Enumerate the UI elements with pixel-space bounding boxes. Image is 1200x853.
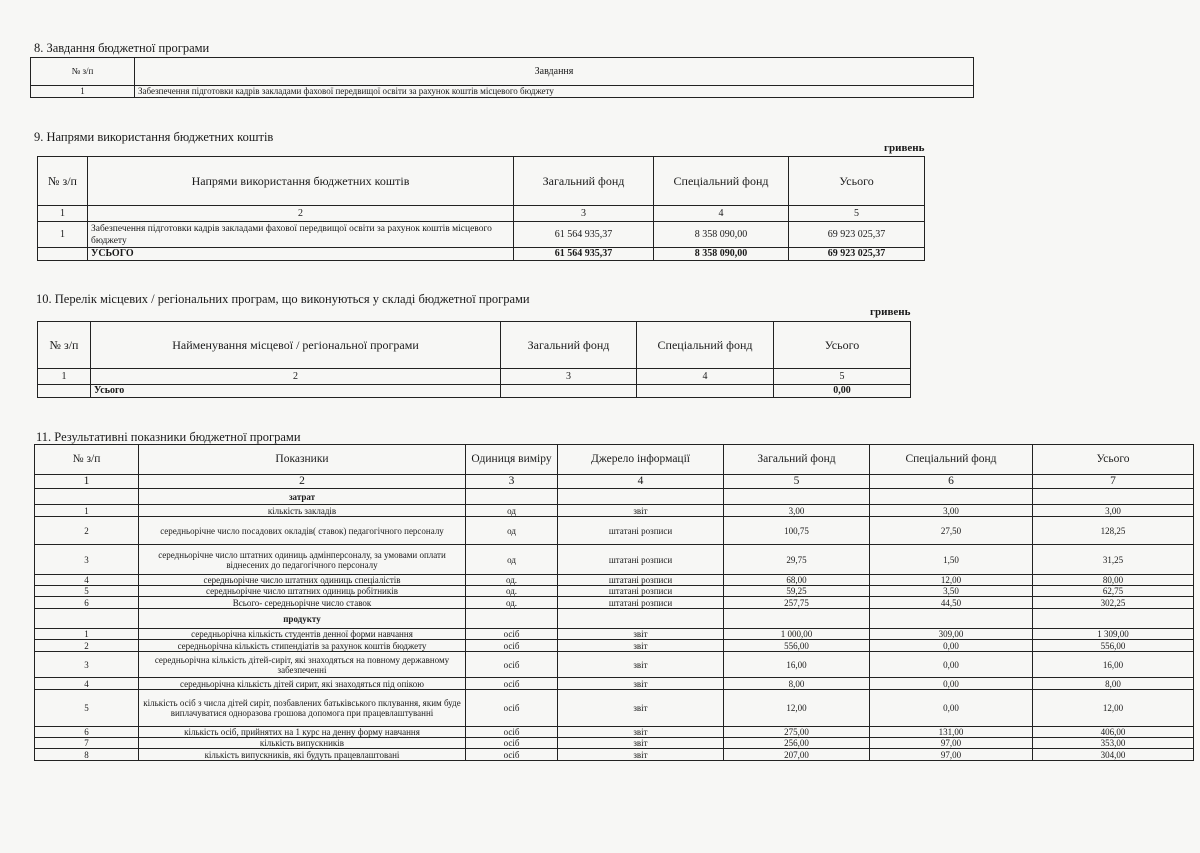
- cell-no: 1: [35, 629, 139, 640]
- unit-label: гривень: [884, 142, 925, 154]
- num-cell: 4: [558, 475, 724, 489]
- cell-general: 16,00: [724, 652, 870, 678]
- cell-special: 44,50: [870, 597, 1033, 609]
- cell-no: 3: [35, 652, 139, 678]
- table-row: [35, 690, 1194, 727]
- cell-total: 12,00: [1033, 690, 1194, 727]
- header-indicators: Показники: [139, 445, 466, 475]
- num-cell: 1: [38, 369, 91, 385]
- cell-indicator: кількість закладів: [139, 505, 466, 517]
- header-program: Найменування місцевої / регіональної програми: [91, 322, 501, 369]
- cell-unit: осіб: [466, 727, 558, 738]
- cell-special: 97,00: [870, 738, 1033, 749]
- num-cell: 2: [91, 369, 501, 385]
- cell-no: 1: [38, 222, 88, 248]
- header-unit: Одиниця виміру: [466, 445, 558, 475]
- cell-source: звіт: [558, 749, 724, 761]
- table-row: [35, 545, 1194, 575]
- total-label: Усього: [91, 385, 501, 398]
- header-total: Усього: [1033, 445, 1194, 475]
- cell-indicator: середньорічна кількість дітей-сиріт, які знаходяться на повному державному забезпеченні: [139, 652, 466, 678]
- cell-source: штатані розписи: [558, 597, 724, 609]
- cell-general: 61 564 935,37: [514, 222, 654, 248]
- cell-total: 8,00: [1033, 678, 1194, 690]
- col-task-header: Завдання: [135, 58, 974, 86]
- cell-indicator: Всього- середньорічне число ставок: [139, 597, 466, 609]
- cell-unit: осіб: [466, 678, 558, 690]
- cell-total: 80,00: [1033, 575, 1194, 586]
- cell-general: 12,00: [724, 690, 870, 727]
- table-row: [35, 597, 1194, 609]
- cell-source: звіт: [558, 690, 724, 727]
- cell-indicator: середньорічне число посадових окладів( ставок) педагогічного персоналу: [139, 517, 466, 545]
- cell-source: звіт: [558, 738, 724, 749]
- cell-total: 16,00: [1033, 652, 1194, 678]
- cell-general: 29,75: [724, 545, 870, 575]
- cell-no: 1: [35, 505, 139, 517]
- table-row: [35, 652, 1194, 678]
- cell-task: Забезпечення підготовки кадрів закладами фахової передвищої освіти за рахунок коштів місцевого бюджету: [135, 86, 974, 98]
- cell-no: 4: [35, 678, 139, 690]
- cell-unit: осіб: [466, 749, 558, 761]
- header-special: Спеціальний фонд: [870, 445, 1033, 475]
- cell-source: звіт: [558, 505, 724, 517]
- cell-unit: од: [466, 517, 558, 545]
- num-cell: 6: [870, 475, 1033, 489]
- cell-special: 0,00: [870, 652, 1033, 678]
- num-cell: 5: [789, 206, 925, 222]
- cell-no: 4: [35, 575, 139, 586]
- cell-indicator: середньорічне число штатних одиниць робітників: [139, 586, 466, 597]
- table-row: [35, 640, 1194, 652]
- cell-special: 3,00: [870, 505, 1033, 517]
- num-cell: 2: [88, 206, 514, 222]
- cell-source: штатані розписи: [558, 545, 724, 575]
- cell-unit: од.: [466, 586, 558, 597]
- table-row: [35, 575, 1194, 586]
- cell-special: 1,50: [870, 545, 1033, 575]
- header-total: Усього: [774, 322, 911, 369]
- total-special: 8 358 090,00: [654, 248, 789, 261]
- cell-source: звіт: [558, 652, 724, 678]
- total-total: 0,00: [774, 385, 911, 398]
- cell-direction: Забезпечення підготовки кадрів закладами фахової передвищої освіти за рахунок коштів місцевого бюджету: [88, 222, 514, 248]
- cell-unit: од: [466, 545, 558, 575]
- cell-no: 6: [35, 727, 139, 738]
- cell-total: 31,25: [1033, 545, 1194, 575]
- cell-source: штатані розписи: [558, 575, 724, 586]
- header-special: Спеціальний фонд: [654, 157, 789, 206]
- cell-unit: осіб: [466, 629, 558, 640]
- cell-special: 0,00: [870, 640, 1033, 652]
- cell-indicator: кількість випускників: [139, 738, 466, 749]
- table-row: [35, 505, 1194, 517]
- cell-special: 0,00: [870, 678, 1033, 690]
- cell-no: 2: [35, 640, 139, 652]
- cell-indicator: кількість осіб, прийнятих на 1 курс на денну форму навчання: [139, 727, 466, 738]
- header-no: № з/п: [35, 445, 139, 475]
- cell-source: штатані розписи: [558, 517, 724, 545]
- cell-indicator: середньорічна кількість стипендіатів за рахунок коштів бюджету: [139, 640, 466, 652]
- cell-source: звіт: [558, 640, 724, 652]
- cell-general: 207,00: [724, 749, 870, 761]
- num-cell: 4: [654, 206, 789, 222]
- cell-unit: од: [466, 505, 558, 517]
- cell-no: 8: [35, 749, 139, 761]
- cell-general: 8,00: [724, 678, 870, 690]
- cell-total: 128,25: [1033, 517, 1194, 545]
- cell-unit: осіб: [466, 640, 558, 652]
- header-no: № з/п: [38, 322, 91, 369]
- cell-total: 302,25: [1033, 597, 1194, 609]
- cell-general: 100,75: [724, 517, 870, 545]
- header-general: Загальний фонд: [501, 322, 637, 369]
- cell-source: звіт: [558, 727, 724, 738]
- header-special: Спеціальний фонд: [637, 322, 774, 369]
- total-total: 69 923 025,37: [789, 248, 925, 261]
- total-row: [38, 248, 925, 261]
- cell-indicator: кількість осіб з числа дітей сиріт, позбавлених батьківського пклування, яким буде виплачуватися одноразова грошова допомога при працевлаштуванні: [139, 690, 466, 727]
- cell-total: 69 923 025,37: [789, 222, 925, 248]
- cell-general: 59,25: [724, 586, 870, 597]
- cell-no: 6: [35, 597, 139, 609]
- cell-indicator: середньорічна кількість дітей сирит, які знаходяться під опікою: [139, 678, 466, 690]
- header-source: Джерело інформації: [558, 445, 724, 475]
- cell-indicator: кількість випускників, які будуть працевлаштовані: [139, 749, 466, 761]
- num-cell: 3: [501, 369, 637, 385]
- total-row: [38, 385, 911, 398]
- section-9-title: 9. Напрями використання бюджетних коштів: [34, 130, 274, 144]
- header-total: Усього: [789, 157, 925, 206]
- num-cell: 5: [774, 369, 911, 385]
- cell-unit: осіб: [466, 690, 558, 727]
- table-row: [35, 738, 1194, 749]
- cell-general: 3,00: [724, 505, 870, 517]
- cell-total: 556,00: [1033, 640, 1194, 652]
- table-row: [35, 749, 1194, 761]
- cell-special: 8 358 090,00: [654, 222, 789, 248]
- cell-no: 5: [35, 690, 139, 727]
- cell-special: 131,00: [870, 727, 1033, 738]
- cell-unit: од.: [466, 597, 558, 609]
- cell-source: звіт: [558, 678, 724, 690]
- cell-total: 304,00: [1033, 749, 1194, 761]
- table-row: [31, 86, 974, 98]
- cell-general: 256,00: [724, 738, 870, 749]
- cell-unit: од.: [466, 575, 558, 586]
- cell-unit: осіб: [466, 652, 558, 678]
- cell-total: 406,00: [1033, 727, 1194, 738]
- table-row: [35, 727, 1194, 738]
- cell-indicator: середньорічне число штатних одиниць спеціалістів: [139, 575, 466, 586]
- performance-indicators-table: [34, 444, 1194, 761]
- cell-no: 3: [35, 545, 139, 575]
- regional-programs-table: [37, 321, 911, 398]
- col-no-header: № з/п: [31, 58, 135, 86]
- cell-source: штатані розписи: [558, 586, 724, 597]
- tasks-table: [30, 57, 974, 98]
- num-cell: 4: [637, 369, 774, 385]
- group-costs: затрат: [139, 489, 466, 505]
- cell-total: 353,00: [1033, 738, 1194, 749]
- section-11-title: 11. Результативні показники бюджетної програми: [36, 430, 301, 444]
- cell-total: 62,75: [1033, 586, 1194, 597]
- cell-no: 5: [35, 586, 139, 597]
- unit-label: гривень: [870, 306, 911, 318]
- section-8-title: 8. Завдання бюджетної програми: [34, 41, 210, 55]
- cell-no: 1: [31, 86, 135, 98]
- cell-general: 1 000,00: [724, 629, 870, 640]
- num-cell: 2: [139, 475, 466, 489]
- table-row: [38, 222, 925, 248]
- cell-unit: осіб: [466, 738, 558, 749]
- section-10-title: 10. Перелік місцевих / регіональних програм, що виконуються у складі бюджетної програми: [36, 292, 530, 306]
- cell-general: 68,00: [724, 575, 870, 586]
- table-row: [35, 517, 1194, 545]
- cell-general: 275,00: [724, 727, 870, 738]
- header-general: Загальний фонд: [724, 445, 870, 475]
- table-row: [35, 629, 1194, 640]
- num-cell: 7: [1033, 475, 1194, 489]
- cell-special: 0,00: [870, 690, 1033, 727]
- table-row: [35, 678, 1194, 690]
- num-cell: 5: [724, 475, 870, 489]
- header-no: № з/п: [38, 157, 88, 206]
- total-label: УСЬОГО: [88, 248, 514, 261]
- cell-indicator: середньорічна кількість студентів денної форми навчання: [139, 629, 466, 640]
- cell-general: 556,00: [724, 640, 870, 652]
- num-cell: 3: [466, 475, 558, 489]
- total-general: 61 564 935,37: [514, 248, 654, 261]
- table-row: [35, 586, 1194, 597]
- cell-indicator: середньорічне число штатних одиниць адмінперсоналу, за умовами оплати віднесених до педагогічного персоналу: [139, 545, 466, 575]
- cell-special: 27,50: [870, 517, 1033, 545]
- num-cell: 1: [38, 206, 88, 222]
- cell-special: 12,00: [870, 575, 1033, 586]
- header-direction: Напрями використання бюджетних коштів: [88, 157, 514, 206]
- header-general: Загальний фонд: [514, 157, 654, 206]
- num-cell: 3: [514, 206, 654, 222]
- cell-special: 309,00: [870, 629, 1033, 640]
- cell-special: 97,00: [870, 749, 1033, 761]
- cell-source: звіт: [558, 629, 724, 640]
- funds-direction-table: [37, 156, 925, 261]
- cell-total: 1 309,00: [1033, 629, 1194, 640]
- group-product: продукту: [139, 609, 466, 629]
- cell-general: 257,75: [724, 597, 870, 609]
- cell-total: 3,00: [1033, 505, 1194, 517]
- cell-no: 7: [35, 738, 139, 749]
- num-cell: 1: [35, 475, 139, 489]
- cell-no: 2: [35, 517, 139, 545]
- cell-special: 3,50: [870, 586, 1033, 597]
